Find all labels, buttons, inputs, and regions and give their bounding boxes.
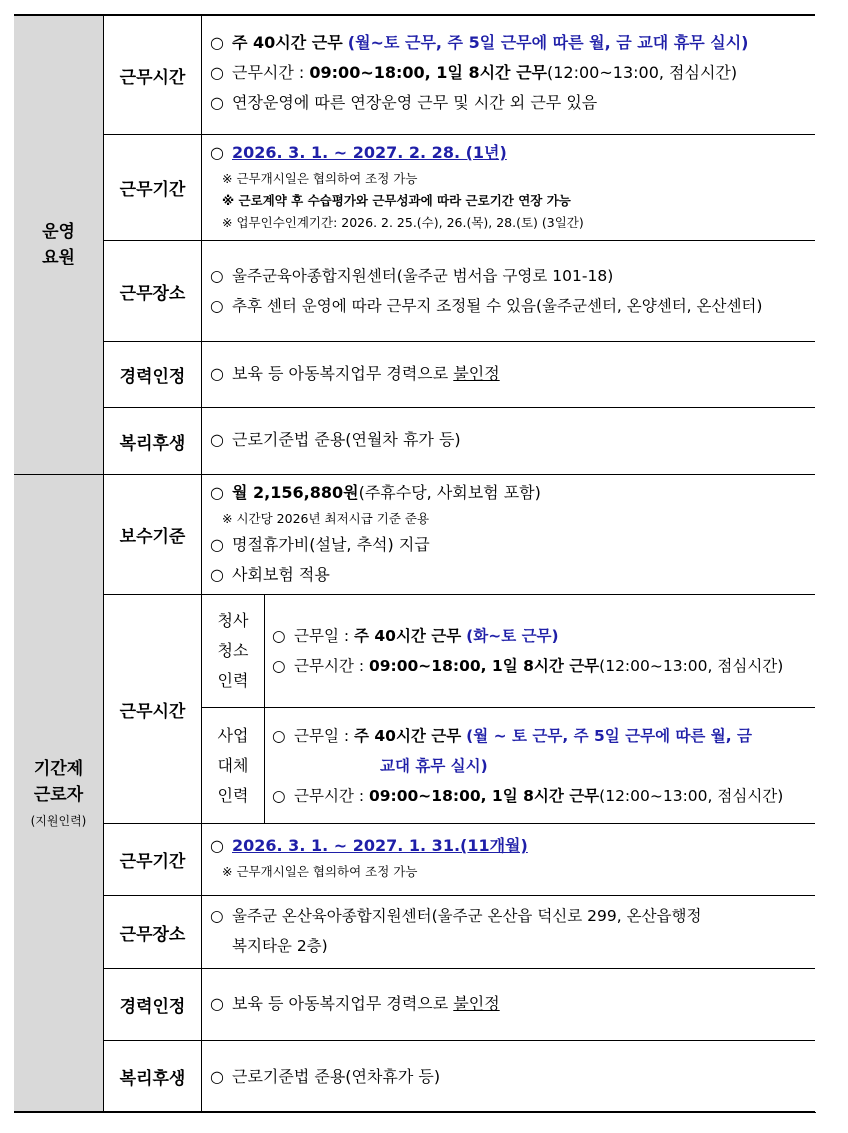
row-label-career-recognition: 경력인정 xyxy=(104,969,202,1040)
group-title-line2: 요원 xyxy=(42,248,75,268)
subrow-label-cleaning-staff: 청사 청소 인력 xyxy=(202,595,265,707)
note-mark-icon: ※ xyxy=(222,215,233,230)
list-item: ○ 추후 센터 운영에 따라 근무지 조정될 수 있음(울주군센터, 온양센터, 온산센터) xyxy=(210,291,762,321)
list-item: ○ 주 40시간 근무 (월~토 근무, 주 5일 근무에 따른 월, 금 교대 휴무 실시) xyxy=(210,28,748,58)
temp-pay-content xyxy=(210,478,541,590)
circle-bullet-icon: ○ xyxy=(210,33,224,52)
circle-bullet-icon: ○ xyxy=(210,364,224,383)
note-item: ※ 근로계약 후 수습평가와 근무성과에 따라 근로기간 연장 가능 xyxy=(222,193,571,208)
list-item: ○ 근무시간 : 09:00~18:00, 1일 8시간 근무(12:00~13:00, 점심시간) xyxy=(272,781,783,811)
row-label-work-place: 근무장소 xyxy=(104,241,202,341)
list-item: ○ 사회보험 적용 xyxy=(210,560,541,590)
circle-bullet-icon: ○ xyxy=(210,267,224,285)
list-item: ○ 근무시간 : 09:00~18:00, 1일 8시간 근무(12:00~13:00, 점심시간) xyxy=(210,58,748,88)
temp-hours-substitute-content xyxy=(272,721,783,811)
note-item: ※ 시간당 2026년 최저시급 기준 준용 xyxy=(222,511,430,526)
ops-hours-content xyxy=(210,28,748,118)
group-title-line2: 근로자 xyxy=(33,785,84,805)
row-label-work-period: 근무기간 xyxy=(104,824,202,895)
list-item: ○ 근로기준법 준용(연월차 휴가 등) xyxy=(210,425,461,455)
subrow-divider xyxy=(202,707,816,708)
row-divider xyxy=(104,240,816,241)
circle-bullet-icon: ○ xyxy=(272,657,286,675)
list-item: ○ 근무일 : 주 40시간 근무 (화~토 근무) xyxy=(272,621,783,651)
circle-bullet-icon: ○ xyxy=(272,727,286,745)
ops-place-content xyxy=(210,261,762,321)
list-item: ○ 2026. 3. 1. ~ 2027. 1. 31.(11개월) xyxy=(210,831,528,861)
circle-bullet-icon: ○ xyxy=(210,63,224,82)
row-divider xyxy=(104,968,816,969)
circle-bullet-icon: ○ xyxy=(210,535,224,554)
list-item: ○ 보육 등 아동복지업무 경력으로 불인정 xyxy=(210,989,500,1019)
row-label-welfare: 복리후생 xyxy=(104,408,202,474)
circle-bullet-icon: ○ xyxy=(210,1067,224,1086)
ops-welfare-content xyxy=(210,425,461,455)
row-label-work-hours: 근무시간 xyxy=(104,16,202,134)
row-label-work-place: 근무장소 xyxy=(104,896,202,968)
note-item: ※ 업무인수인계기간: 2026. 2. 25.(수), 26.(목), 28.(토) (3일간) xyxy=(222,215,584,230)
circle-bullet-icon: ○ xyxy=(210,565,224,584)
circle-bullet-icon: ○ xyxy=(210,93,224,112)
circle-bullet-icon: ○ xyxy=(210,994,224,1013)
row-label-pay-standard: 보수기준 xyxy=(104,475,202,594)
list-item: ○ 월 2,156,880원(주휴수당, 사회보험 포함) xyxy=(210,478,541,508)
note-mark-icon: ※ xyxy=(222,511,233,526)
row-divider xyxy=(104,823,816,824)
group-title-line1: 운영 xyxy=(42,222,75,242)
row-label-welfare: 복리후생 xyxy=(104,1041,202,1111)
temp-career-content xyxy=(210,989,500,1019)
list-item: ○ 근무일 : 주 40시간 근무 (월 ~ 토 근무, 주 5일 근무에 따른 월, 금 xyxy=(272,721,783,751)
list-item: ○ 울주군육아종합지원센터(울주군 범서읍 구영로 101-18) xyxy=(210,261,762,291)
row-divider xyxy=(104,134,816,135)
note-mark-icon: ※ xyxy=(222,171,233,186)
row-divider xyxy=(104,895,816,896)
circle-bullet-icon: ○ xyxy=(272,627,286,645)
list-item: ○ 명절휴가비(설날, 추석) 지급 xyxy=(210,530,541,560)
row-divider xyxy=(104,341,816,342)
list-item: ○ 울주군 온산육아종합지원센터(울주군 온산읍 덕신로 299, 온산읍행정 xyxy=(210,901,701,931)
list-item: ○ 근로기준법 준용(연차휴가 등) xyxy=(210,1062,440,1092)
table-right-edge xyxy=(815,14,816,1112)
note-mark-icon: ※ xyxy=(222,193,235,208)
list-item: ○ 보육 등 아동복지업무 경력으로 불인정 xyxy=(210,359,500,389)
temp-period-content xyxy=(210,831,528,883)
list-item: ○ 2026. 3. 1. ~ 2027. 2. 28. (1년) xyxy=(210,138,584,168)
list-item: ○ 근무시간 : 09:00~18:00, 1일 8시간 근무(12:00~13:00, 점심시간) xyxy=(272,651,783,681)
note-mark-icon: ※ xyxy=(222,864,233,879)
list-item-continuation: 복지타운 2층) xyxy=(232,937,328,955)
group-temporary-workers xyxy=(14,475,104,1111)
temp-hours-cleaning-content xyxy=(272,621,783,681)
note-item: ※ 근무개시일은 협의하여 조정 가능 xyxy=(222,171,418,186)
row-label-work-period: 근무기간 xyxy=(104,135,202,240)
circle-bullet-icon: ○ xyxy=(210,143,224,162)
circle-bullet-icon: ○ xyxy=(210,907,224,925)
list-item-continuation: 교대 휴무 실시) xyxy=(380,757,488,775)
circle-bullet-icon: ○ xyxy=(210,430,224,449)
temp-place-content xyxy=(210,901,701,961)
circle-bullet-icon: ○ xyxy=(210,836,224,855)
circle-bullet-icon: ○ xyxy=(210,297,224,315)
temp-welfare-content xyxy=(210,1062,440,1092)
circle-bullet-icon: ○ xyxy=(210,483,224,502)
note-item: ※ 근무개시일은 협의하여 조정 가능 xyxy=(222,864,418,879)
circle-bullet-icon: ○ xyxy=(272,787,286,805)
row-label-work-hours: 근무시간 xyxy=(104,595,202,823)
ops-period-content xyxy=(210,138,584,234)
row-divider xyxy=(104,1040,816,1041)
group-subtitle: (지원인력) xyxy=(30,814,87,828)
group-operations-staff xyxy=(14,16,104,474)
group-title-line1: 기간제 xyxy=(33,759,84,779)
row-label-career-recognition: 경력인정 xyxy=(104,342,202,407)
row-divider xyxy=(104,407,816,408)
table-bottom-border xyxy=(14,1111,816,1113)
subrow-label-substitute-staff: 사업 대체 인력 xyxy=(202,708,265,823)
list-item: ○ 연장운영에 따른 연장운영 근무 및 시간 외 근무 있음 xyxy=(210,88,748,118)
ops-career-content xyxy=(210,359,500,389)
